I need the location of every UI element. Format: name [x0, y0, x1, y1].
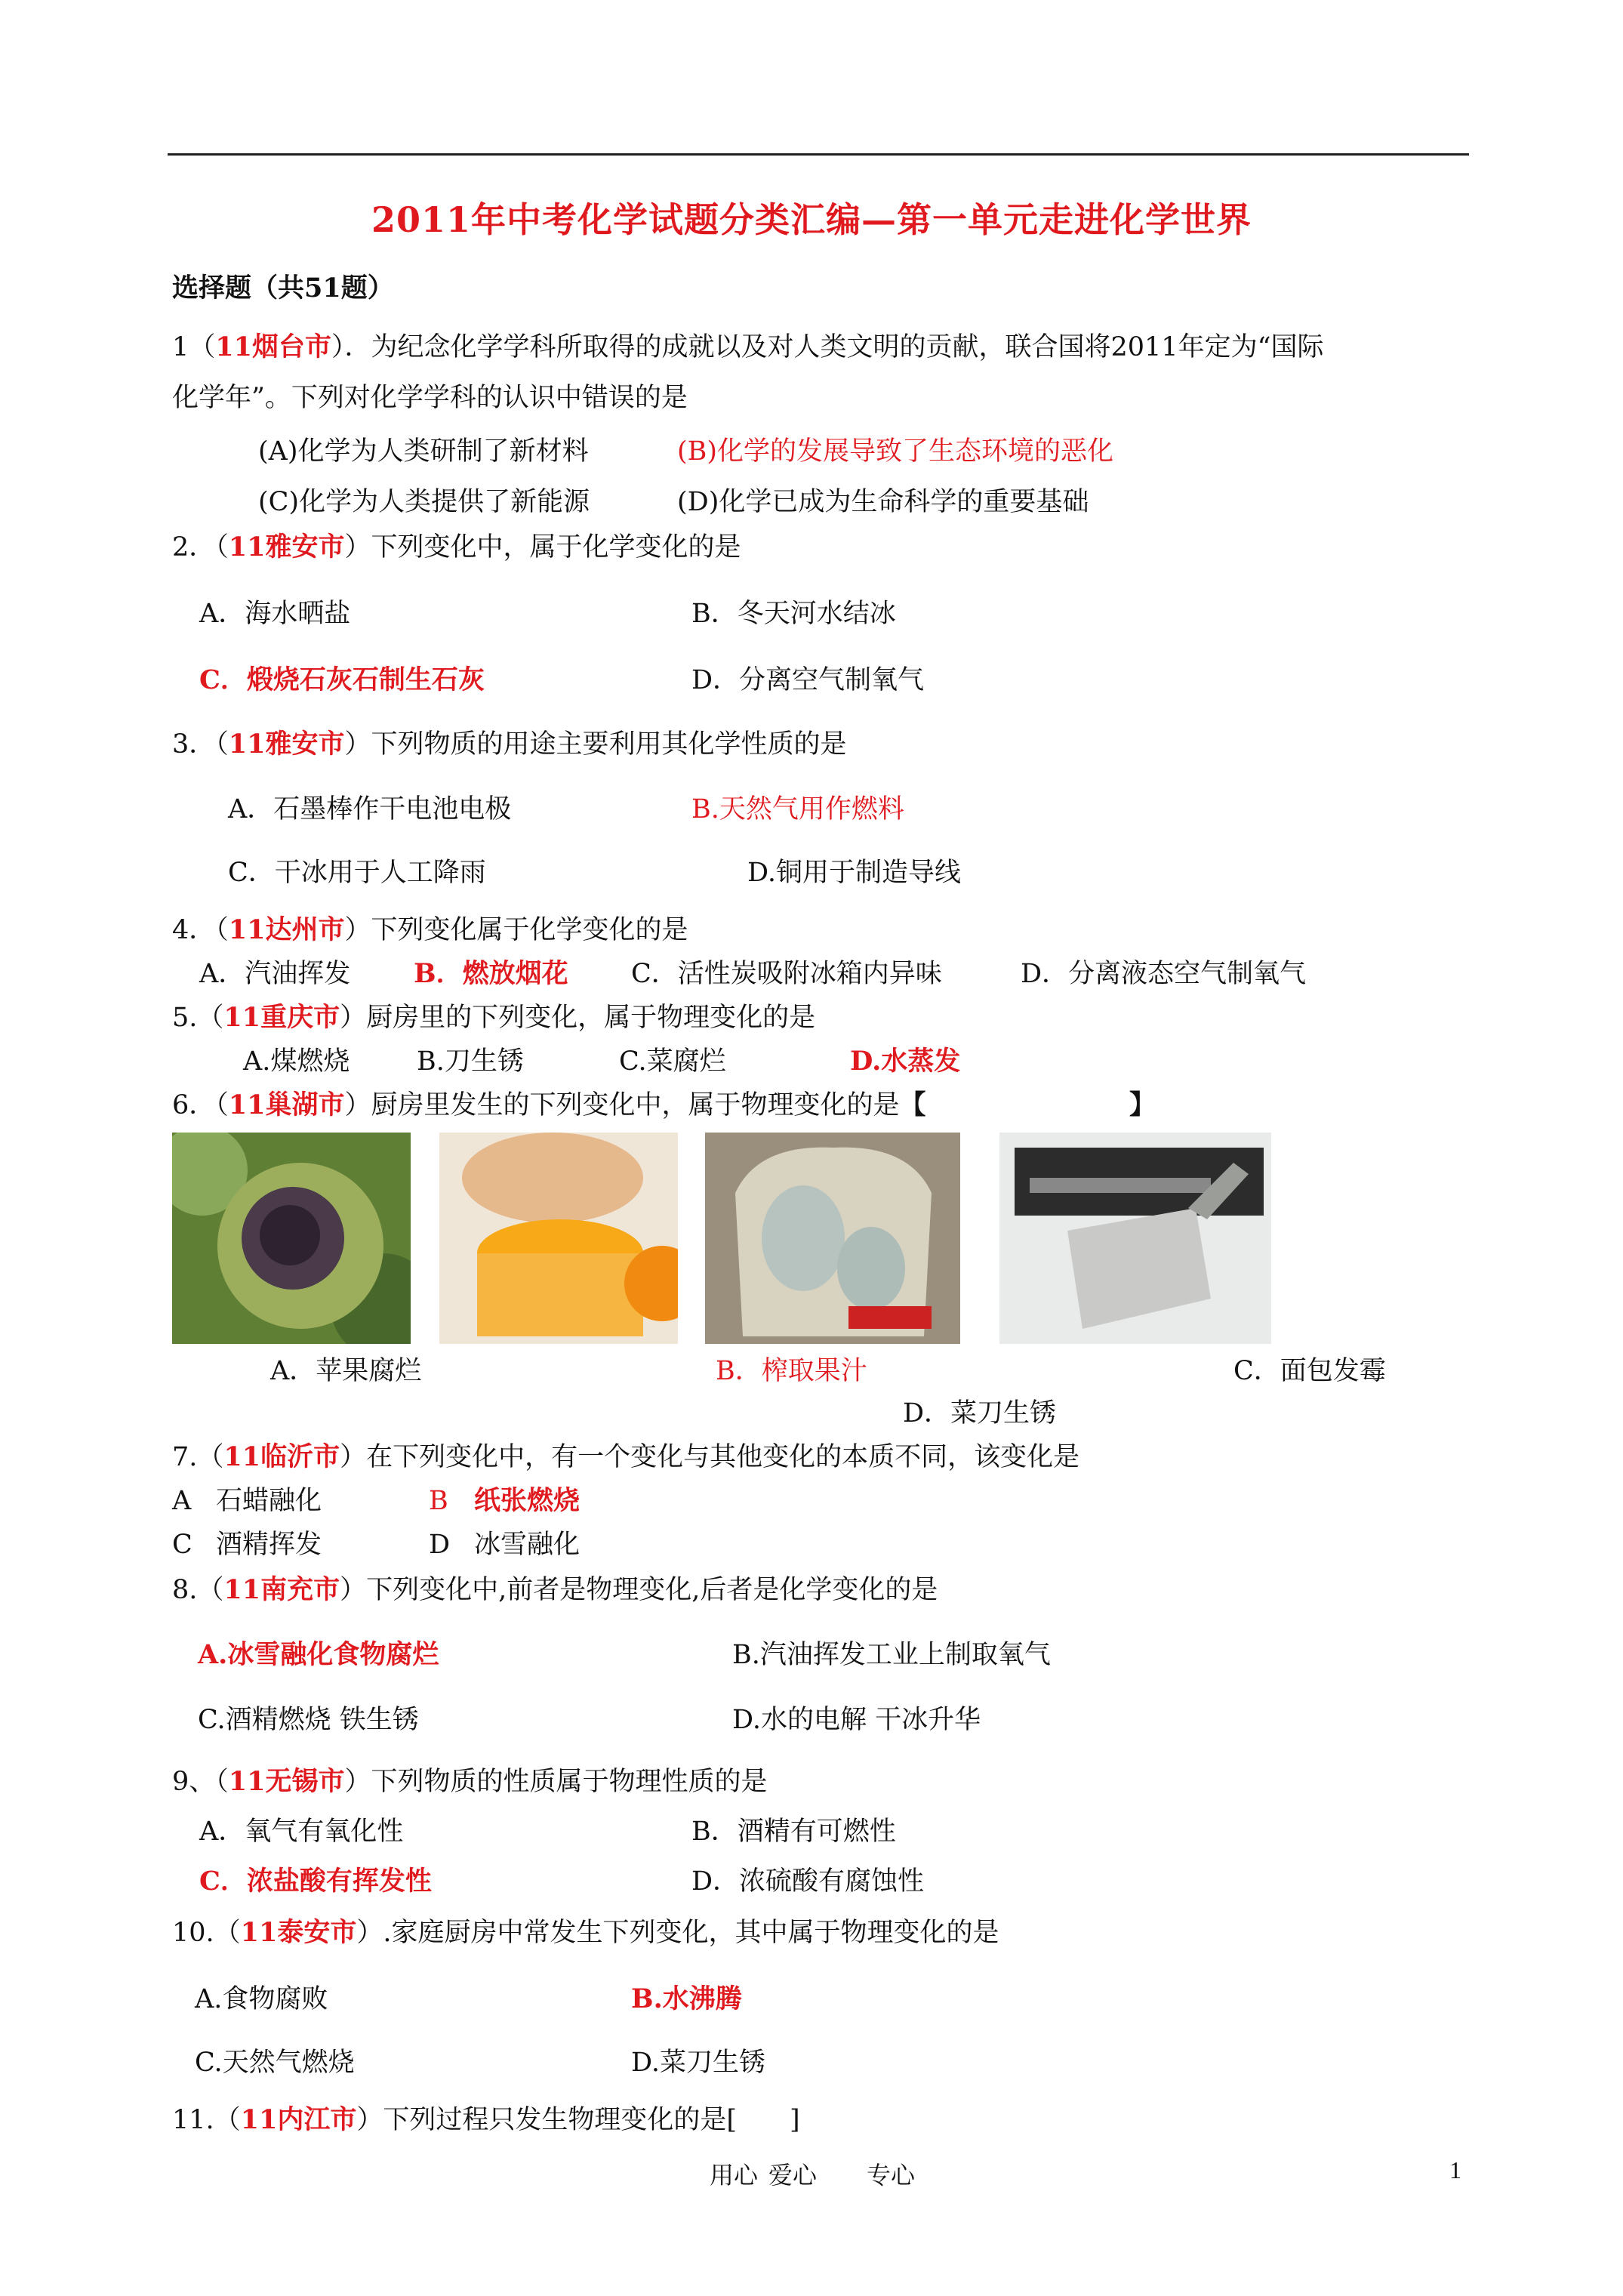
option-a: A.煤燃烧 [243, 1046, 350, 1077]
section-heading: 选择题（共51题） [172, 273, 394, 304]
question-8: 8.（11南充市）下列变化中,前者是物理变化,后者是化学变化的是 [172, 1574, 938, 1605]
option-d: D．浓硫酸有腐蚀性 [691, 1866, 925, 1897]
option-c-answer: C．煅烧石灰石制生石灰 [199, 664, 485, 695]
page-number: 1 [1449, 2156, 1461, 2184]
option-a: A．石墨棒作干电池电极 [228, 794, 512, 824]
option-b-answer: (B)化学的发展导致了生态环境的恶化 [677, 436, 1114, 467]
question-2: 2．（11雅安市）下列变化中，属于化学变化的是 [172, 532, 741, 562]
question-6: 6．（11巢湖市）厨房里发生的下列变化中，属于物理变化的是【 [172, 1089, 926, 1120]
option-c: C.天然气燃烧 [195, 2048, 355, 2078]
answer-bracket-close: 】 [1129, 1089, 1156, 1120]
question-source: 11烟台市 [215, 331, 331, 362]
question-source: 11雅安市 [228, 729, 345, 760]
option-c-letter: C [172, 1530, 192, 1560]
option-c: C．活性炭吸附冰箱内异味 [631, 959, 942, 989]
option-c: C．面包发霉 [1233, 1356, 1386, 1386]
option-d: D.铜用于制造导线 [747, 858, 961, 888]
rotten-apple-image [172, 1133, 411, 1344]
option-b: B．酒精有可燃性 [691, 1817, 896, 1847]
footer-text-2: 爱心 [768, 2161, 818, 2190]
question-9: 9、（11无锡市）下列物质的性质属于物理性质的是 [172, 1766, 768, 1797]
question-7: 7.（11临沂市）在下列变化中，有一个变化与其他变化的本质不同，该变化是 [172, 1441, 1080, 1472]
option-c: (C)化学为人类提供了新能源 [258, 487, 590, 517]
question-11: 11.（11内江市）下列过程只发生物理变化的是[ ] [172, 2104, 800, 2135]
option-c-answer: C．浓盐酸有挥发性 [199, 1866, 432, 1897]
option-a: A．汽油挥发 [199, 959, 351, 989]
question-3: 3．（11雅安市）下列物质的用途主要利用其化学性质的是 [172, 729, 847, 760]
option-d: D．分离空气制氧气 [691, 665, 925, 695]
question-source: 11南充市 [223, 1574, 340, 1605]
option-d: D．分离液态空气制氧气 [1021, 959, 1307, 989]
question-source: 11无锡市 [228, 1766, 345, 1797]
footer-text-3: 专心 [867, 2161, 916, 2190]
footer-text-1: 用心 [710, 2161, 759, 2190]
option-a: A．氧气有氧化性 [199, 1817, 404, 1847]
option-c: C.菜腐烂 [619, 1046, 726, 1077]
document-title: 2011年中考化学试题分类汇编—第一单元走进化学世界 [371, 199, 1252, 240]
option-d: 冰雪融化 [474, 1530, 581, 1560]
option-b-answer: B.天然气用作燃料 [691, 794, 904, 824]
question-source: 11内江市 [240, 2104, 357, 2135]
question-source: 11雅安市 [228, 532, 345, 562]
option-c: C.酒精燃烧 铁生锈 [198, 1705, 419, 1735]
option-d: D.水的电解 干冰升华 [732, 1705, 981, 1735]
option-a: A.食物腐败 [195, 1984, 328, 2014]
question-source: 11巢湖市 [228, 1089, 345, 1120]
option-b: B.刀生锈 [417, 1046, 524, 1077]
kitchen-knife-image [999, 1133, 1271, 1344]
option-d-letter: D [429, 1530, 451, 1560]
question-10: 10.（11泰安市）.家庭厨房中常发生下列变化，其中属于物理变化的是 [172, 1917, 999, 1948]
header-rule [168, 153, 1469, 156]
juicer-image [439, 1133, 678, 1344]
option-b: B.汽油挥发工业上制取氧气 [732, 1640, 1051, 1670]
option-d-answer: D.水蒸发 [850, 1046, 961, 1077]
option-b-answer: 纸张燃烧 [474, 1485, 581, 1516]
option-c: C．干冰用于人工降雨 [228, 858, 486, 888]
option-c: 酒精挥发 [216, 1530, 322, 1560]
option-d: (D)化学已成为生命科学的重要基础 [677, 487, 1089, 517]
question-source: 11临沂市 [223, 1441, 340, 1472]
option-a: (A)化学为人类研制了新材料 [258, 436, 589, 467]
option-a: A．苹果腐烂 [270, 1356, 422, 1386]
option-b: B．冬天河水结冰 [691, 599, 896, 629]
question-source: 11泰安市 [240, 1917, 357, 1948]
question-1-line2: 化学年”。下列对化学学科的认识中错误的是 [172, 383, 688, 413]
question-5: 5.（11重庆市）厨房里的下列变化，属于物理变化的是 [172, 1002, 816, 1033]
option-b-answer: B．燃放烟花 [414, 958, 568, 989]
option-a-letter: A [172, 1486, 192, 1516]
moldy-bread-image [705, 1133, 960, 1344]
option-a: A．海水晒盐 [199, 599, 351, 629]
option-b-letter: B [429, 1486, 448, 1516]
option-d: D．菜刀生锈 [903, 1398, 1057, 1428]
question-1: 1（11烟台市）．为纪念化学学科所取得的成就以及对人类文明的贡献，联合国将2011年定为“国际 [172, 331, 1324, 362]
option-b-answer: B.水沸腾 [631, 1983, 742, 2014]
question-source: 11重庆市 [223, 1002, 340, 1033]
option-a: 石蜡融化 [216, 1486, 322, 1516]
option-d: D.菜刀生锈 [631, 2048, 765, 2078]
question-4: 4．（11达州市）下列变化属于化学变化的是 [172, 914, 688, 945]
option-a-answer: A.冰雪融化食物腐烂 [198, 1639, 439, 1670]
question-source: 11达州市 [228, 914, 345, 945]
option-b-answer: B．榨取果汁 [716, 1356, 867, 1386]
